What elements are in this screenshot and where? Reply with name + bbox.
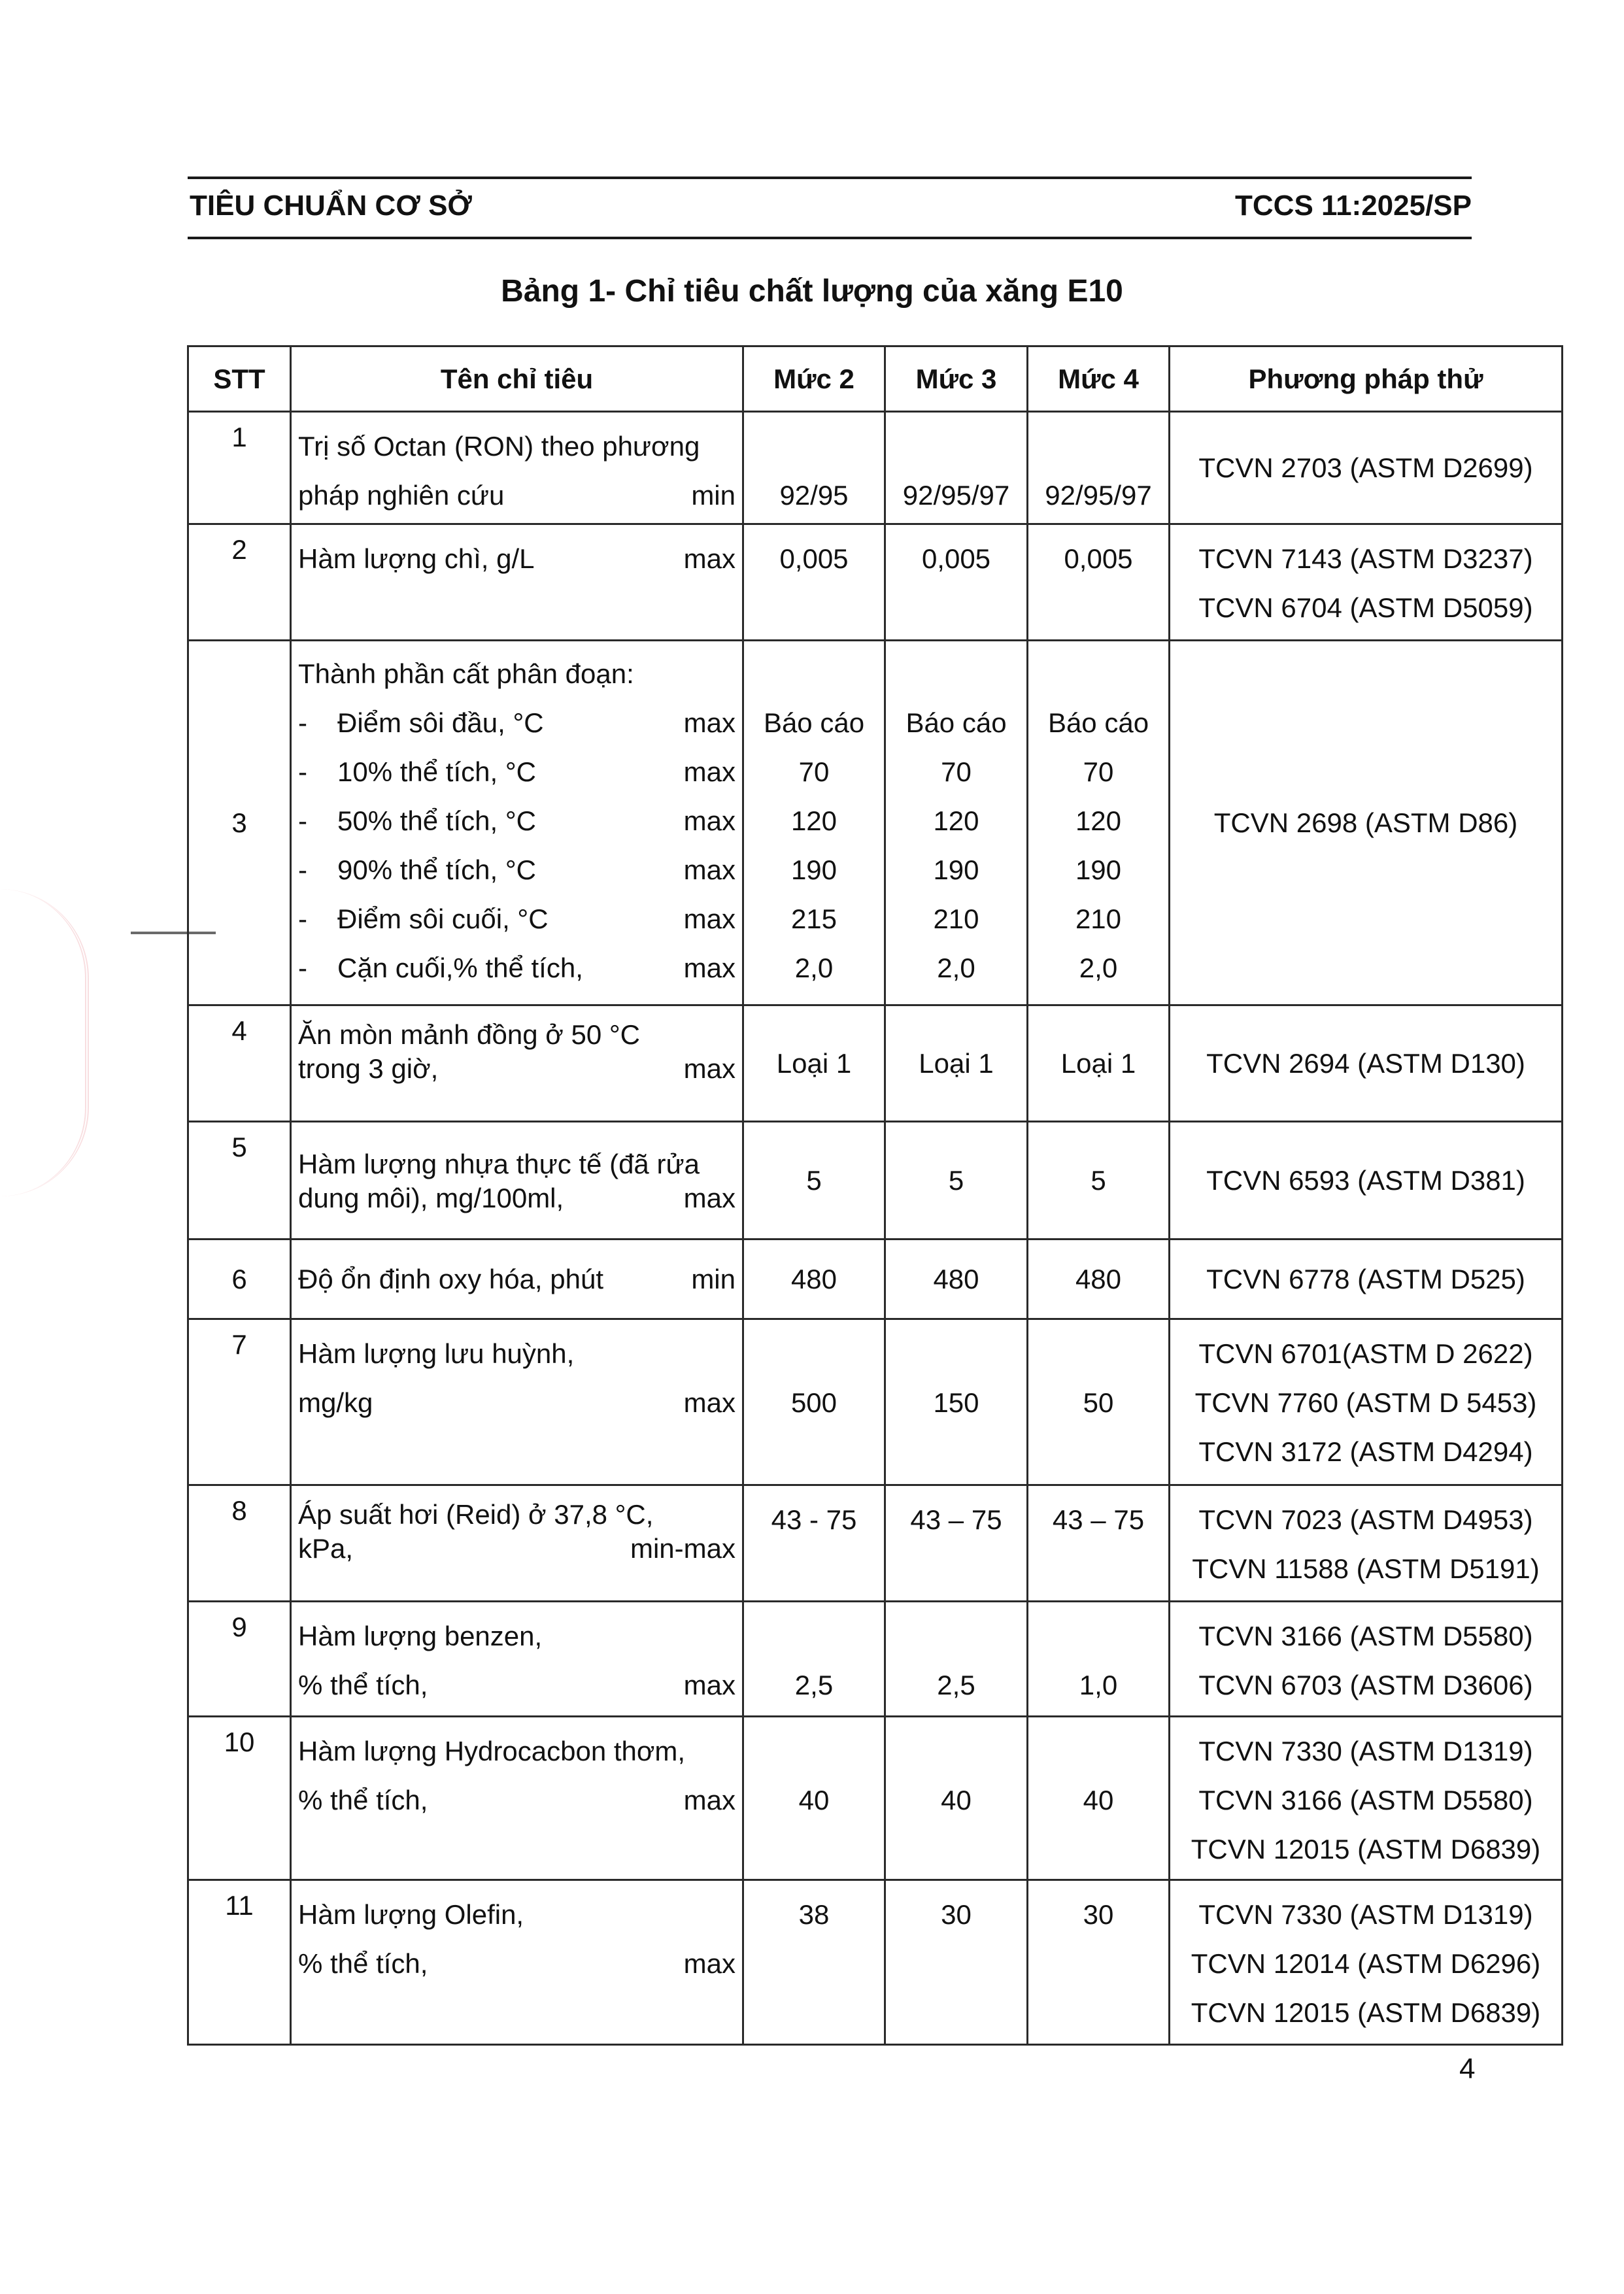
limit-qualifier: max: [683, 707, 736, 738]
value-text: 210: [1075, 903, 1122, 934]
table-row: [188, 1602, 1563, 1717]
distillation-subitem: - 10% thể tích, °C max: [298, 747, 736, 796]
value-level-4: [1028, 1880, 1170, 2045]
column-header-level-2: Mức 2: [743, 346, 885, 412]
value-text: Loại 1: [919, 1048, 994, 1079]
table-row: [188, 1005, 1563, 1122]
table-title: Bảng 1- Chỉ tiêu chất lượng của xăng E10: [501, 274, 1123, 309]
value-level-4: [1028, 524, 1170, 641]
limit-qualifier: min: [691, 480, 736, 511]
value-text: Loại 1: [776, 1048, 852, 1079]
criterion-name-line: mg/kg: [298, 1387, 373, 1418]
value-level-3: [885, 641, 1028, 1005]
limit-qualifier: max: [683, 1670, 736, 1700]
criterion-name-line: Hàm lượng Hydrocacbon thơm,: [298, 1736, 686, 1766]
value-text: 70: [798, 756, 830, 787]
value-level-2: [743, 1240, 885, 1319]
value-level-3: [885, 1717, 1028, 1880]
value-text: 92/95/97: [902, 480, 1010, 511]
value-text: 0,005: [1064, 543, 1133, 574]
subitem-label: 90% thể tích, °C: [337, 854, 536, 885]
method-text: TCVN 6701(ASTM D 2622): [1198, 1338, 1533, 1369]
header-standard-code: TCCS 11:2025/SP: [1235, 190, 1472, 222]
header-bottom-rule: [188, 237, 1472, 239]
criterion-name: [291, 412, 743, 524]
value-level-2: [743, 1122, 885, 1240]
table-row: [188, 1240, 1563, 1319]
value-text: 70: [1083, 756, 1114, 787]
value-level-2: [743, 1602, 885, 1717]
subitem-label: 50% thể tích, °C: [337, 805, 536, 836]
limit-qualifier: min: [691, 1264, 736, 1294]
value-text: 480: [933, 1264, 979, 1294]
value-text: 38: [798, 1899, 830, 1930]
value-text: 5: [1091, 1165, 1106, 1196]
value-level-2: [743, 1485, 885, 1602]
criterion-name: [291, 1485, 743, 1602]
criterion-name-line: dung môi), mg/100ml,: [298, 1183, 564, 1213]
distillation-subitem: - Điểm sôi cuối, °C max: [298, 894, 736, 943]
value-level-3: [885, 1485, 1028, 1602]
value-text: 190: [790, 854, 837, 885]
criterion-name: [291, 1880, 743, 2045]
column-header-level-3: Mức 3: [885, 346, 1028, 412]
criterion-name: [291, 1602, 743, 1717]
row-number: 3: [188, 641, 291, 1005]
method-text: TCVN 6703 (ASTM D3606): [1198, 1670, 1533, 1700]
method-text: TCVN 12014 (ASTM D6296): [1191, 1948, 1541, 1979]
value-text: 40: [941, 1785, 972, 1815]
row-number: 8: [188, 1485, 291, 1602]
value-level-4: [1028, 1122, 1170, 1240]
table-row: [188, 1717, 1563, 1880]
subitem-label: 10% thể tích, °C: [337, 756, 536, 787]
criterion-name-line: Độ ổn định oxy hóa, phút: [298, 1264, 604, 1294]
subitem-label: Điểm sôi cuối, °C: [337, 903, 549, 934]
value-level-3: [885, 1880, 1028, 2045]
value-text: 190: [933, 854, 979, 885]
value-text: 0,005: [779, 543, 849, 574]
method-text: TCVN 12015 (ASTM D6839): [1191, 1834, 1541, 1864]
value-text: 43 – 75: [1052, 1504, 1145, 1535]
method-text: TCVN 7330 (ASTM D1319): [1198, 1899, 1533, 1930]
test-method: [1170, 412, 1563, 524]
value-text: 92/95/97: [1045, 480, 1152, 511]
value-text: 30: [1083, 1899, 1114, 1930]
method-text: TCVN 11588 (ASTM D5191): [1192, 1553, 1540, 1584]
test-method: [1170, 1602, 1563, 1717]
value-level-2: [743, 412, 885, 524]
column-header-stt: STT: [188, 346, 291, 412]
limit-qualifier: max: [683, 1387, 736, 1418]
value-text: 0,005: [921, 543, 991, 574]
value-text: Báo cáo: [1047, 707, 1149, 738]
test-method: [1170, 1122, 1563, 1240]
value-text: 2,0: [937, 953, 975, 983]
row-number: 9: [188, 1602, 291, 1717]
distillation-subitem: - 50% thể tích, °C max: [298, 796, 736, 845]
value-text: 5: [806, 1165, 822, 1196]
row-number: 5: [188, 1122, 291, 1240]
criterion-name-line: pháp nghiên cứu: [298, 480, 505, 511]
column-header-name: Tên chỉ tiêu: [291, 346, 743, 412]
column-header-level-4: Mức 4: [1028, 346, 1170, 412]
test-method: [1170, 641, 1563, 1005]
method-text: TCVN 2703 (ASTM D2699): [1198, 452, 1533, 483]
test-method: [1170, 1005, 1563, 1122]
value-text: Báo cáo: [763, 707, 865, 738]
value-level-3: [885, 1005, 1028, 1122]
row-number: 1: [188, 412, 291, 524]
criterion-name: [291, 1717, 743, 1880]
criterion-name: [291, 1319, 743, 1485]
criterion-name-line: Áp suất hơi (Reid) ở 37,8 °C,: [298, 1499, 654, 1530]
criterion-name-line: % thể tích,: [298, 1948, 428, 1979]
limit-qualifier: max: [683, 805, 736, 836]
red-stamp-partial: [0, 889, 89, 1196]
value-level-4: [1028, 641, 1170, 1005]
method-text: TCVN 3166 (ASTM D5580): [1198, 1785, 1533, 1815]
test-method: [1170, 524, 1563, 641]
criterion-name: [291, 1122, 743, 1240]
value-level-4: [1028, 1485, 1170, 1602]
value-level-4: [1028, 1005, 1170, 1122]
table-row: [188, 1485, 1563, 1602]
value-level-4: [1028, 1319, 1170, 1485]
criterion-name: [291, 1005, 743, 1122]
value-level-2: [743, 524, 885, 641]
criterion-name-line: Hàm lượng Olefin,: [298, 1899, 524, 1930]
value-level-3: [885, 1240, 1028, 1319]
method-text: TCVN 2698 (ASTM D86): [1213, 807, 1518, 838]
method-text: TCVN 6704 (ASTM D5059): [1198, 592, 1533, 623]
subitem-label: Cặn cuối,% thể tích,: [337, 953, 583, 983]
value-text: 70: [941, 756, 972, 787]
value-level-3: [885, 524, 1028, 641]
table-row: [188, 1122, 1563, 1240]
value-text: 40: [1083, 1785, 1114, 1815]
value-text: 2,5: [794, 1670, 834, 1700]
value-text: 92/95: [779, 480, 849, 511]
limit-qualifier: max: [683, 543, 736, 574]
value-text: 50: [1083, 1387, 1114, 1418]
limit-qualifier: max: [683, 854, 736, 885]
distillation-subitem: - 90% thể tích, °C max: [298, 845, 736, 894]
value-text: 5: [948, 1165, 964, 1196]
value-level-3: [885, 1122, 1028, 1240]
value-level-4: [1028, 1717, 1170, 1880]
criterion-name-line: % thể tích,: [298, 1670, 428, 1700]
distillation-subitem: - Cặn cuối,% thể tích, max: [298, 943, 736, 992]
table-row: [188, 1319, 1563, 1485]
table-row: [188, 641, 1563, 1005]
method-text: TCVN 12015 (ASTM D6839): [1191, 1997, 1541, 2028]
value-text: 120: [933, 805, 979, 836]
subitem-label: Điểm sôi đầu, °C: [337, 707, 544, 738]
table-row: [188, 524, 1563, 641]
value-text: 215: [790, 903, 837, 934]
value-text: 1,0: [1079, 1670, 1118, 1700]
criterion-name: [291, 641, 743, 1005]
header-standard-type: TIÊU CHUẨN CƠ SỞ: [190, 190, 472, 222]
test-method: [1170, 1485, 1563, 1602]
row-number: 2: [188, 524, 291, 641]
test-method: [1170, 1240, 1563, 1319]
table-row: [188, 412, 1563, 524]
limit-qualifier: max: [683, 1053, 736, 1084]
test-method: [1170, 1319, 1563, 1485]
limit-qualifier: max: [683, 1948, 736, 1979]
row-number: 7: [188, 1319, 291, 1485]
row-number: 11: [188, 1880, 291, 2045]
value-text: 2,0: [794, 953, 834, 983]
criterion-name: [291, 524, 743, 641]
criterion-name-line: Hàm lượng benzen,: [298, 1621, 543, 1651]
criterion-name-line: Hàm lượng nhựa thực tế (đã rửa: [298, 1149, 700, 1179]
value-level-2: [743, 1319, 885, 1485]
method-text: TCVN 3172 (ASTM D4294): [1198, 1436, 1533, 1467]
method-text: TCVN 7143 (ASTM D3237): [1198, 543, 1533, 574]
value-level-4: [1028, 1240, 1170, 1319]
method-text: TCVN 7023 (ASTM D4953): [1198, 1504, 1533, 1535]
value-level-2: [743, 1880, 885, 2045]
criterion-name-line: kPa,: [298, 1533, 354, 1564]
value-text: 120: [1075, 805, 1122, 836]
value-text: 480: [1075, 1264, 1122, 1294]
method-text: TCVN 7330 (ASTM D1319): [1198, 1736, 1533, 1766]
quality-spec-table: [187, 345, 1563, 2046]
row-number: 6: [188, 1240, 291, 1319]
page-number: 4: [1459, 2053, 1476, 2085]
distillation-subitem: - Điểm sôi đầu, °C max: [298, 698, 736, 747]
criterion-name-line: Thành phần cất phân đoạn:: [298, 658, 634, 689]
row-number: 4: [188, 1005, 291, 1122]
method-text: TCVN 6593 (ASTM D381): [1206, 1165, 1525, 1196]
criterion-name-line: Ăn mòn mảnh đồng ở 50 °C: [298, 1019, 640, 1050]
value-level-3: [885, 412, 1028, 524]
test-method: [1170, 1880, 1563, 2045]
row-number: 10: [188, 1717, 291, 1880]
value-text: 43 – 75: [910, 1504, 1002, 1535]
method-text: TCVN 7760 (ASTM D 5453): [1194, 1387, 1537, 1418]
criterion-name-line: Hàm lượng chì, g/L: [298, 543, 535, 574]
criterion-name-line: % thể tích,: [298, 1785, 428, 1815]
method-text: TCVN 3166 (ASTM D5580): [1198, 1621, 1533, 1651]
method-text: TCVN 6778 (ASTM D525): [1206, 1264, 1525, 1294]
value-level-3: [885, 1602, 1028, 1717]
value-text: Loại 1: [1060, 1048, 1136, 1079]
criterion-name-line: Hàm lượng lưu huỳnh,: [298, 1338, 575, 1369]
criterion-name: [291, 1240, 743, 1319]
value-level-2: [743, 1005, 885, 1122]
limit-qualifier: max: [683, 903, 736, 934]
value-text: 210: [933, 903, 979, 934]
header-top-rule: [188, 177, 1472, 179]
value-text: 43 - 75: [771, 1504, 857, 1535]
value-text: 150: [933, 1387, 979, 1418]
value-level-4: [1028, 412, 1170, 524]
value-text: 480: [790, 1264, 837, 1294]
table-header-row: [188, 346, 1563, 412]
value-text: 2,0: [1079, 953, 1118, 983]
test-method: [1170, 1717, 1563, 1880]
column-header-test-method: Phương pháp thử: [1170, 346, 1563, 412]
value-text: 190: [1075, 854, 1122, 885]
limit-qualifier: max: [683, 756, 736, 787]
value-text: 2,5: [937, 1670, 975, 1700]
value-text: 30: [941, 1899, 972, 1930]
value-level-4: [1028, 1602, 1170, 1717]
value-level-2: [743, 1717, 885, 1880]
criterion-name-line: Trị số Octan (RON) theo phương: [298, 431, 700, 462]
limit-qualifier: max: [683, 1183, 736, 1213]
value-text: 40: [798, 1785, 830, 1815]
criterion-name-line: trong 3 giờ,: [298, 1053, 439, 1084]
limit-qualifier: min-max: [630, 1533, 736, 1564]
value-text: Báo cáo: [905, 707, 1007, 738]
limit-qualifier: max: [683, 953, 736, 983]
value-text: 500: [790, 1387, 837, 1418]
value-level-3: [885, 1319, 1028, 1485]
method-text: TCVN 2694 (ASTM D130): [1206, 1048, 1525, 1079]
value-text: 120: [790, 805, 837, 836]
limit-qualifier: max: [683, 1785, 736, 1815]
table-row: [188, 1880, 1563, 2045]
value-level-2: [743, 641, 885, 1005]
